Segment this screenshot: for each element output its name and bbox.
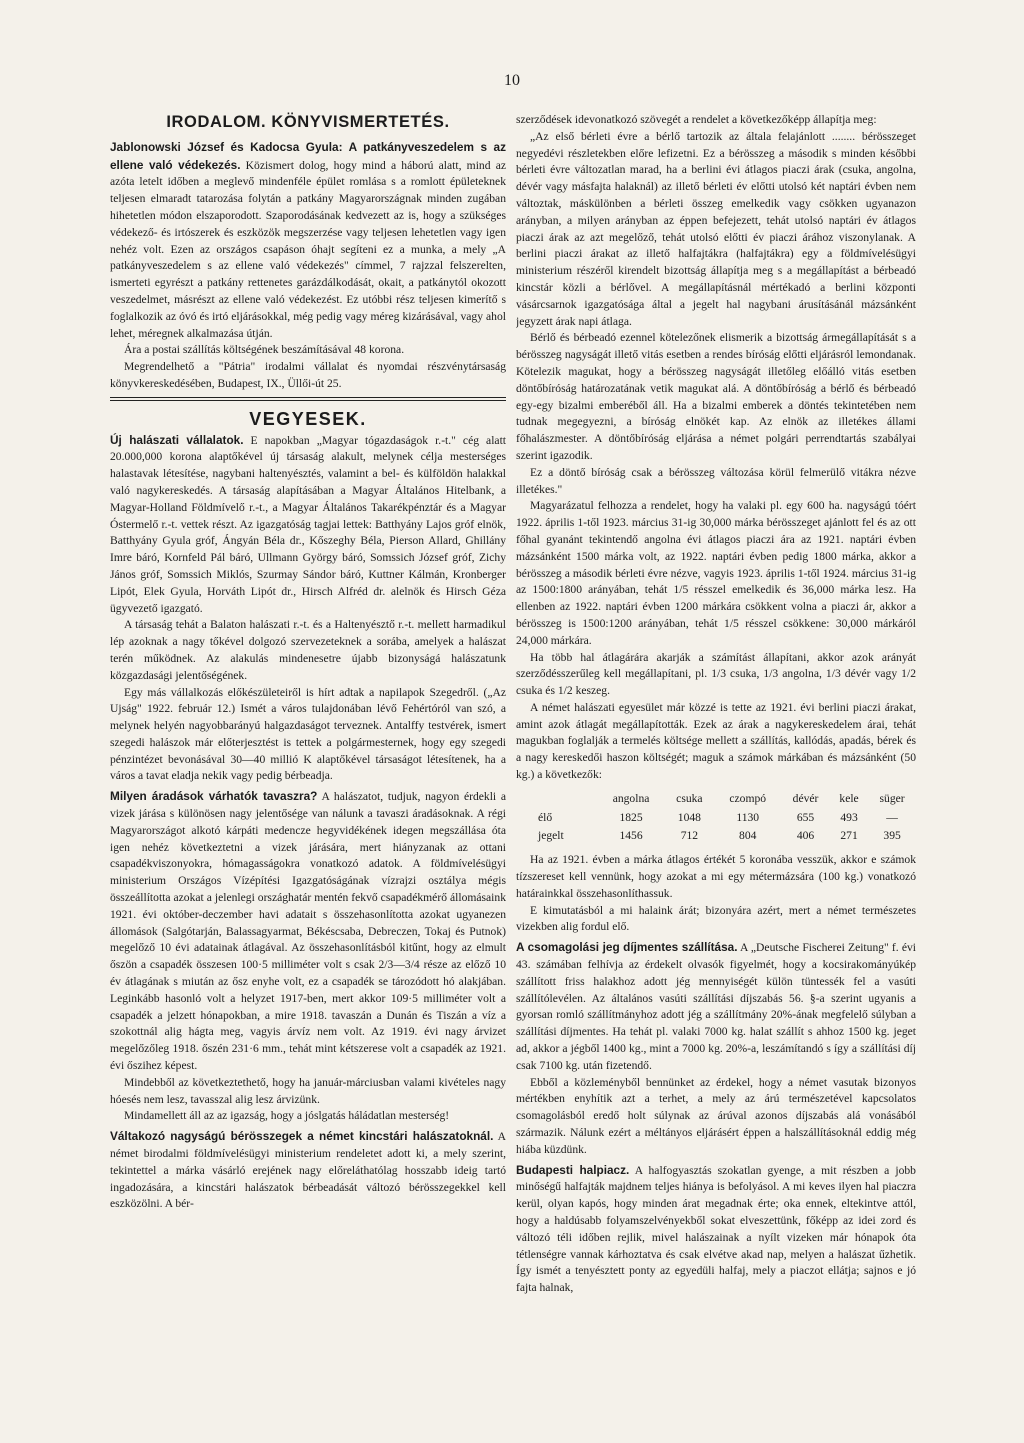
- floods-paragraph-2: Mindebből az következtethető, hogy ha január-márciusban valami kivételes nagy hóesés nem lesz, tavasszal alig lesz árvizünk.: [110, 1075, 506, 1106]
- rent-quote: „Az első bérleti évre a bérlő tartozik az általa felajánlott ........ bérösszeget negyedévi részletekben előre lefizetni. Ez a bérösszeg a második s minden későbbi bérleti évre változatlan marad, ha a berlini évi átlagos piaczi árak (csuka, angolna, dévér vagy másfajta halaknál) az illető bérleti év előtti utolsó két naptári évben nem változtak, máskülönben a bérleti összeg emelkedik vagy csökken ugyanazon arányban, a milyen arányban az éppen befejezett, tehát utolsó naptári év átlagos piaczi árak az azt megelőző, tehát utolsó előtti év piaczi árához viszonylanak. A berlini piaczi árakat az illető halfajtákra (halfajtákra) egy a földmívelésügyi ministerium részéről kirendelt bizottság állapítja meg s a megállapítást a bérbeadó kincstár közli a bérlővel. A megállapításnál mértékadó a berlini központi vásárcsarnok igazgatósága által a jegelt hal nagybani árusításánál mázsánként jegyzett árak napi átlaga.: [516, 129, 916, 328]
- floods-paragraph: [110, 788, 506, 1075]
- rent-paragraph-5: Ha több hal átlagárára akarják a számítást állapítani, akkor azok arányát szerződésszerűleg kell megállapítani, pl. 1/3 csuka, 1/3 angolna, 1/3 dévér vagy 1/2 csuka és 1/2 keszeg.: [516, 650, 916, 698]
- table-cell: 406: [796, 829, 815, 843]
- table-header-cell: dévér: [792, 791, 819, 805]
- rent-paragraph-6: A német halászati egyesület már közzé is tette az 1921. évi berlini piaczi árakat, amint azok átlagát megállapították. Ezek az árak a nagykereskedelem árai, tehát magukban foglalják a termelés költsége mellett a szállítás, kallódás, apadás, bérek és a nagy kereskedői haszon költségét; maguk a számok márkában és mázsánként (50 kg.) a következők:: [516, 700, 916, 782]
- rent-paragraph-8: E kimutatásból a mi halaink árát; bizonyára azért, mert a német természetes vizekben alig fordul elő.: [516, 903, 916, 934]
- left-column: [110, 112, 506, 1422]
- table-row-label: élő: [538, 810, 553, 824]
- table-header-cell: czompó: [729, 791, 767, 805]
- page-number: 10: [504, 72, 520, 89]
- table-row: [516, 827, 916, 846]
- table-cell: 271: [840, 829, 858, 843]
- table-cell: 712: [680, 829, 699, 843]
- fishing-paragraph: [110, 432, 506, 618]
- table-cell: 1130: [736, 810, 760, 824]
- fishing-paragraph-2: A társaság tehát a Balaton halászati r.-t. és a Haltenyésztő r.-t. mellett harmadikul lép azoknak a nagy tőkével dolgozó szervezeteknek a sorába, amelyek a halászat terén működnek. Az alakulás mindenesetre újabb bizonyságá halászatunk közgazdasági jelentőségének.: [110, 618, 506, 682]
- table-row: [516, 809, 916, 828]
- review-headline: Jablonowski József és Kadocsa Gyula: A patkányveszedelem s az ellene való védekezés.: [110, 139, 506, 172]
- right-column: [516, 112, 916, 1422]
- table-header-cell: kele: [839, 791, 859, 805]
- table-cell: 493: [840, 810, 858, 824]
- rent-paragraph-3: Ez a döntő bíróság csak a bérösszeg változása körül felmerülő vitákra nézve illetékes.": [516, 465, 916, 496]
- review-body: Közismert dolog, hogy mind a háború alatt, mind az azóta letelt időben a meglevő mindenféle épület romlása s a romlott épületeknek teljesen elmaradt tatarozása folytán a patkány Magyarországnak minden zugában hihetetlen módon elszaporodott. Szaporodásának kedvezett az is, hogy a szükséges védekező- és irtószerek és eszközök megszerzése vagy teljesen lehetetlen vagy igen nehéz volt. Ezen az országos csapáson óhajt segíteni ez a munka, a mely „A patkányveszedelem s az ellene való védekezés" címmel, 7 rajzzal felszerelten, ismerteti egyrészt a patkány rettenetes garázdálkodását, okait, a patkánytól okozott veszedelmet, másrészt az ellene való védekezést. Ez utóbbi rész teljesen kimerítő s foglalkozik az óvó és irtó eljárásokkal, még pedig vagy méreg kizárásával, vagy ahol lehet, méregnek alkalmazása útján.: [110, 158, 506, 340]
- table-header-cell: csuka: [676, 791, 703, 805]
- table-header-cell: [516, 790, 598, 809]
- rent-paragraph-7: Ha az 1921. évben a márka átlagos értékét 5 koronába vesszük, akkor e számok tízszereset kell vennünk, hogy azokat a mi egy métermázsára (100 kg.) vonatkozó határainkkal összehasonlíthassuk.: [516, 853, 916, 900]
- market-paragraph: [516, 1162, 916, 1297]
- market-body: A halfogyasztás szokatlan gyenge, a mit részben a jobb minőségű halfajták majdnem teljes hiánya is befolyásol. A mi keves ilyen hal piaczra kerül, olyan kapós, hogy minden árat megadnak érte; oka ennek, eltekintve attól, hogy a haldúsabb folyamszelvényekből sokat elveszettünk, főképp az idei zord és változó téli időben rejlik, mivel halászainak a nyílt vizeken már hónapok óta tétlenségre vannak kárhoztatva és csak elvétve akad nap, melyen a halászat űzhetik. Így ismét a tenyésztett ponty az egyedüli halfaj, mely a piaczot ellátja; sajnos e jó fajta halnak,: [516, 1163, 916, 1295]
- review-paragraph: [110, 139, 506, 343]
- review-publisher: Megrendelhető a "Pátria" irodalmi vállalat és nyomdai részvénytársaság könyvkereskedésében, Budapest, IX., Üllői-út 25.: [110, 360, 506, 390]
- floods-headline: Milyen áradások várhatók tavaszra?: [110, 789, 318, 804]
- packing-headline: A csomagolási jeg díjmentes szállítása.: [516, 940, 738, 955]
- table-cell: 1456: [619, 829, 643, 843]
- rent-paragraph-2: Bérlő és bérbeadó ezennel kötelezőnek elismerik a bizottság ármegállapítását s a bérösszeg nagyságát illető vitás esetben a rendes bíróság előtti eljárásról lemondanak. Kötelezik magukat, hogy a bérösszeg nagyságát illetőleg előálló vitás esetben döntőbíróság határozatának vetik magukat alá. A döntőbíróság a bérlő és bérbeadó egy-egy bizalmi emberéből áll. Ha a bizalmi emberek a döntés tekintetében nem tudnak megegyezni, a bíróság elnökét kap. Az elnök az illetékes állami főhalászmester. A döntőbíróság eljárása a német polgári perrendtartás szabályai szerint igazodik.: [516, 331, 916, 462]
- fish-price-table: [516, 790, 916, 846]
- table-cell: 395: [883, 829, 901, 843]
- fishing-headline: Új halászati vállalatok.: [110, 432, 244, 447]
- table-cell: 655: [796, 810, 815, 824]
- rent-continuation: szerződések idevonatkozó szövegét a rendelet a következőképp állapítja meg:: [516, 113, 877, 126]
- table-cell: —: [886, 810, 898, 824]
- table-cell: 1048: [677, 810, 701, 824]
- section-title-vegyesek: VEGYESEK.: [249, 408, 367, 429]
- packing-body: A „Deutsche Fischerei Zeitung" f. évi 43. számában felhívja az érdekelt olvasók figyelmét, hogy a kocsirakományúkép szállított friss halakhoz adott jég mennyiségét külön tüntessék fel a vasúti szállítólevélen. Az általános vasúti szállítási díjszabás 56. §-a szerint ugyanis a gyorsan romló szállítmányhoz adott jég a szállítmány 20%-ának megfelelő súlyban a szállítási díjmentes. Ha tehát pl. valaki 7000 kg. halat szállít s ahhoz 1500 kg. jeget ad, akkor a jégből 1400 kg., mint a 7000 kg. 20%-a, leszámítandó s így a szállítási díj csak 7100 kg. után fizetendő.: [516, 941, 916, 1072]
- packing-paragraph: [516, 939, 916, 1074]
- rent-paragraph-4: Magyarázatul felhozza a rendelet, hogy ha valaki pl. egy 600 ha. nagyságú tóért 1922. április 1-től 1923. március 31-ig 30,000 márka bérösszeget ajánlott fel és az ott főhal gyanánt tekintendő angolna évi átlagos piaczi ára az 1921. naptári évben mázsánként 1500 márka volt, az 1922. naptári évben pedig 1800 márka, akkor a bérösszeg a második bérleti évre nézve, vagyis 1923. április 1-től 1924. március 31-ig az 1500:1800 arányában, tehát 1/5 résszel emelkedik és 36,000 márka lesz. Ha ellenben az 1922. naptári évben 1200 márkára csökkent volna a piaczi ár, akkor a bérösszeg is 1500:1200 arányában, tehát 1/5 résszel csökkene: 30,000 márkáról 24,000 márkára.: [516, 499, 916, 647]
- section-title-irodalom: IRODALOM. KÖNYVISMERTETÉS.: [166, 113, 450, 131]
- table-header-cell: angolna: [612, 791, 650, 805]
- table-cell: 804: [739, 829, 757, 843]
- table-cell: 1825: [619, 810, 643, 824]
- review-price: Ára a postai szállítás költségének beszámításával 48 korona.: [124, 343, 405, 357]
- fishing-paragraph-3: Egy más vállalkozás előkészületeiről is hírt adtak a napilapok Szegedről. („Az Ujság" 1922. február 12.) Ismét a város tulajdonában lévő Fehértóról van szó, a melynek helyén nagyobbarányú halgazdaságot terveznek. Antalffy testvérek, ismert szegedi halászok már előterjesztést is tettek a polgármesternek, hogy egy szegedi pénzintézet bevonásával 30—40 millió K alaptőkével társaságot létesítenek, ha a város a tavat eladja nekik vagy pedig bérbeadja.: [110, 685, 506, 783]
- fishing-body: E napokban „Magyar tógazdaságok r.-t." cég alatt 20.000,000 korona alaptőkével új társaság alakult, melynek célja mesterséges halastavak létesítése, nagybani haltenyésztés, valamint a bel- és külföldön halakkal való nagykereskedés. A társaság alapításában a Magyar Általános Hitelbank, a Magyar-Holland Földmívelő r.-t., a Magyar Általános Takarékpénztár és a Magyar Óstermelő r.-t. vettek részt. Az igazgatóság tagjai lettek: Batthyány Lajos gróf elnök, Batthyány Gyula gróf, Ángyán Béla dr., Kőszeghy Béla, Pierson Allard, Ghillány Imre báró, Kornfeld Pál báró, Ullmann György báró, Somssich József gróf, Zichy János gróf, Somssich Miklós, Szurmay Sándor báró, Kuttner Kálmán, Kronberger Lipót, Elek Gyula, Horváth Lipót dr., Hirsch Alfréd dr. alelnök és Hirsch Géza ügyvezető igazgató.: [110, 433, 506, 615]
- rent-headline: Váltakozó nagyságú bérösszegek a német kincstári halászatoknál.: [110, 1129, 494, 1144]
- table-header-cell: süger: [879, 791, 905, 805]
- table-header-row: [516, 790, 916, 809]
- floods-body: A halászatot, tudjuk, nagyon érdekli a vizek járása s különösen nagy jelentősége van nálunk a tavaszi áradásoknak. A régi Magyarországot alkotó kárpáti medencze hegyvidékének idegen megszállása óta igen nehéz következtetni a vizek járására, mert hiányzanak az ottani csapadékviszonyokra, hómagasságokra vonatkozó adatok. A földmívelésügyi ministerium Országos Vízépítési Igazgatóságának vízrajzi osztálya mégis összeállította azokat a jelenlegi országhatár mentén fekvő csapadékmérő állomásaink 1921. évi október-deczember havi adatait s összehasonlította azokat ugyanezen állomások (Salgótarján, Balassagyarmat, Békéscsaba, Debreczen, Tokaj és Putnok) megelőző 10 évi adatainak átlagával. Az összehasonlításból kitűnt, hogy az elmult őszön a csapadék összesen 100·5 milliméter volt s csak 2/3—3/4 része az előző 10 év átlagának s miután az ősz enyhe volt, ez a csapadék se tározódott hó alakjában. Leginkább hasonló volt a helyzet 1917-ben, mert akkor 109·5 milliméter volt a csapadék a jelzett hónapokban, a mire 1918. tavaszán a Dunán és Tiszán a víz a szokottnál alig hágta meg, vagyis árvíz nem volt. Az 1919. évi nagy árvizet megelőzőleg 1918. őszén 231·6 mm., tehát mint kétszerese volt a csapadék az 1921. évi őszihez képest.: [110, 790, 506, 1073]
- market-headline: Budapesti halpiacz.: [516, 1162, 630, 1177]
- rent-body: A német birodalmi földmívelésügyi ministerium rendeletet adott ki, a mely szerint, tekintettel a márka vásárló erejének nagy előreláthatólag hosszabb ideig tartó ingadozására, a kincstári halászatok bérbeadását változó bérösszegekkel kell eszközölni. A bér-: [110, 1130, 506, 1211]
- section-divider: [110, 397, 506, 401]
- rent-paragraph: [110, 1128, 506, 1213]
- table-row-label: jegelt: [538, 829, 564, 843]
- floods-paragraph-3: Mindamellett áll az az igazság, hogy a jóslgatás háládatlan mesterség!: [124, 1109, 450, 1123]
- packing-paragraph-2: Ebből a közleményből bennünket az érdekel, hogy a német vasutak bizonyos mértékben enyhítik azt a terhet, a mely az árú természetével kapcsolatos csomagolásból eredő holt súlynak az árúval azonos díjszabás alá vonásából származik. Nálunk ezért a méltányos eljárásért éppen a halszállításoknál eddig még hiába küzdünk.: [516, 1075, 916, 1156]
